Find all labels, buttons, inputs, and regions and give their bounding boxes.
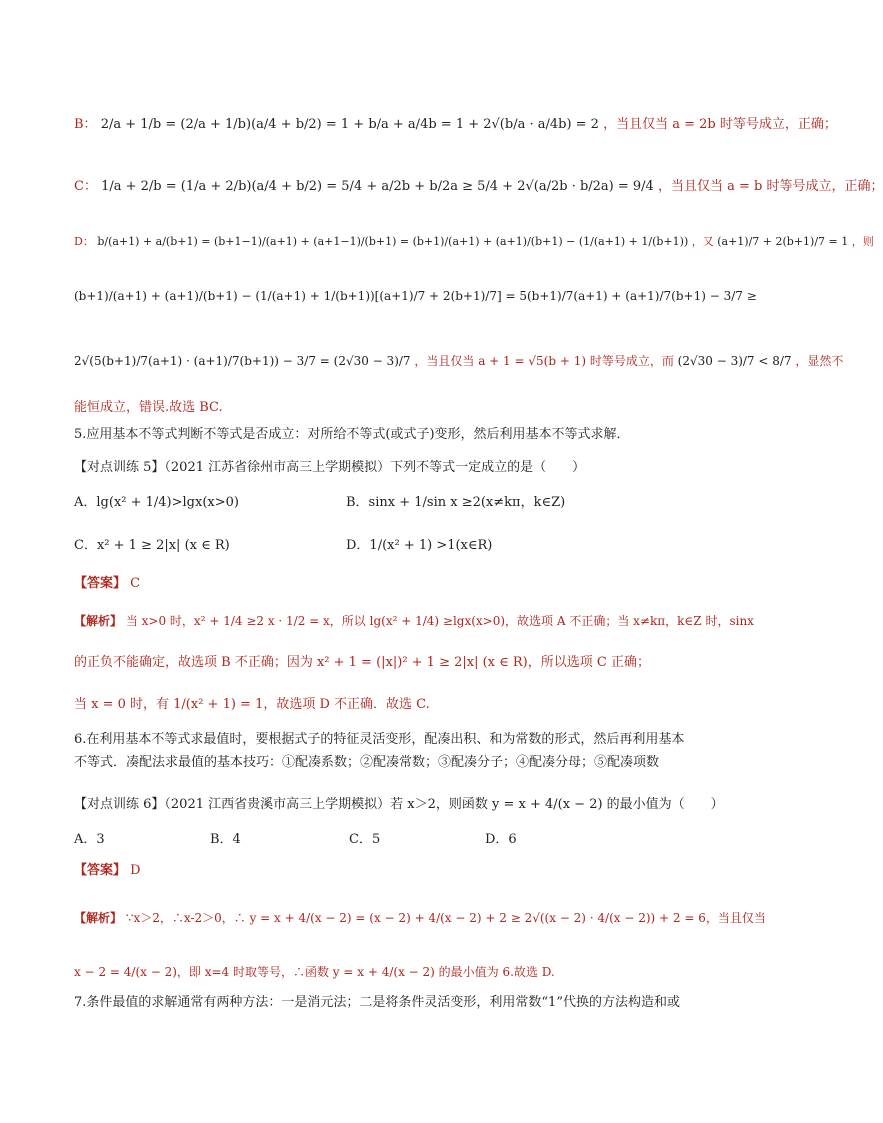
option-d-math-line-3: 2√(5(b+1)/7(a+1) · (a+1)/7(b+1)) − 3/7 = (2√30 − 3)/7 <box>74 354 411 368</box>
option-d-math: b/(a+1) + a/(b+1) = (b+1−1)/(a+1) + (a+1−1)/(b+1) = (b+1)/(a+1) + (a+1)/(b+1) − (1/(a+1) + 1/(b+1)) <box>97 235 689 248</box>
question-6-option-b: B．4 <box>210 832 241 847</box>
question-5-option-c: C．x² + 1 ≥ 2|x| (x ∈ R) <box>74 538 230 553</box>
option-d-line-3-text-1: ，当且仅当 a + 1 = √5(b + 1) 时等号成立，而 <box>414 354 674 368</box>
option-d-text-1: ，又 <box>691 235 714 248</box>
answer-5-label: 【答案】 <box>74 576 127 591</box>
paragraph-6-line-2: 不等式．凑配法求最值的基本技巧：①配凑系数；②配凑常数；③配凑分子；④配凑分母；⑤配凑项数 <box>74 755 660 770</box>
analysis-5-line-2: 的正负不能确定，故选项 B 不正确；因为 x² + 1 = (|x|)² + 1 ≥ 2|x| (x ∈ R)，所以选项 C 正确； <box>74 655 650 670</box>
analysis-5-label: 【解析】 <box>74 614 123 628</box>
option-d-line-3-text-2: ，显然不 <box>795 354 844 368</box>
analysis-5-text-1: 当 x>0 时，x² + 1/4 ≥2 x · 1/2 = x，所以 lg(x² + 1/4) ≥lgx(x>0)，故选项 A 不正确；当 x≠kπ，k∈Z 时，sinx <box>125 614 754 628</box>
option-d-line-3 <box>74 352 843 370</box>
answer-5 <box>74 575 140 593</box>
question-5-option-d: D．1/(x² + 1) >1(x∈R) <box>346 538 493 553</box>
option-b-conclusion: ，当且仅当 a = 2b 时等号成立，正确； <box>603 117 837 132</box>
answer-6-label: 【答案】 <box>74 863 127 878</box>
option-d-text-2: ，则 <box>851 235 874 248</box>
option-d-line-4: 能恒成立，错误.故选 BC. <box>74 400 223 415</box>
option-c-math: 1/a + 2/b = (1/a + 2/b)(a/4 + b/2) = 5/4 + a/2b + b/2a ≥ 5/4 + 2√(a/2b · b/2a) = 9/4 <box>101 179 654 194</box>
option-b-label: B： <box>74 117 97 132</box>
analysis-5-line-1 <box>74 612 754 630</box>
question-5-option-a: A．lg(x² + 1/4)>lgx(x>0) <box>74 495 239 510</box>
analysis-6-line-1 <box>74 909 766 927</box>
answer-6-value: D <box>130 863 141 878</box>
analysis-5-line-3: 当 x = 0 时，有 1/(x² + 1) = 1，故选项 D 不正确．故选 C. <box>74 697 430 712</box>
option-d-line <box>74 233 874 251</box>
question-5-option-b: B．sinx + 1/sin x ≥2(x≠kπ，k∈Z) <box>346 495 566 510</box>
paragraph-6-line-1: 6.在利用基本不等式求最值时，要根据式子的特征灵活变形，配凑出积、和为常数的形式，然后再利用基本 <box>74 732 685 747</box>
option-d-math-line-2: (b+1)/(a+1) + (a+1)/(b+1) − (1/(a+1) + 1/(b+1))[(a+1)/7 + 2(b+1)/7] = 5(b+1)/7(a+1) + (a+1)/7(b+1) − 3/7 ≥ <box>74 289 757 303</box>
option-d-line-3-math-2: (2√30 − 3)/7 < 8/7 <box>677 354 792 368</box>
paragraph-5: 5.应用基本不等式判断不等式是否成立：对所给不等式(或式子)变形，然后利用基本不等式求解． <box>74 427 630 442</box>
analysis-6-line-2: x − 2 = 4/(x − 2)，即 x=4 时取等号，∴函数 y = x + 4/(x − 2) 的最小值为 6.故选 D. <box>74 965 555 979</box>
option-b-math: 2/a + 1/b = (2/a + 1/b)(a/4 + b/2) = 1 + b/a + a/4b = 1 + 2√(b/a · a/4b) = 2 <box>100 117 599 132</box>
question-6-option-d: D．6 <box>485 832 517 847</box>
question-6-option-c: C．5 <box>349 832 381 847</box>
answer-6 <box>74 862 141 880</box>
answer-5-value: C <box>130 576 141 591</box>
analysis-6-text-1: ∵x＞2，∴x-2＞0，∴ y = x + 4/(x − 2) = (x − 2) + 4/(x − 2) + 2 ≥ 2√((x − 2) · 4/(x − 2)) + 2 = 6，当且仅当 <box>125 911 766 925</box>
option-c-line <box>74 178 883 196</box>
option-c-label: C： <box>74 179 97 194</box>
option-d-line-2 <box>74 287 757 305</box>
analysis-6-label: 【解析】 <box>74 911 123 925</box>
option-b-line <box>74 116 837 134</box>
option-c-conclusion: ，当且仅当 a = b 时等号成立，正确； <box>657 179 883 194</box>
question-6: 【对点训练 6】（2021 江西省贵溪市高三上学期模拟）若 x＞2，则函数 y = x + 4/(x − 2) 的最小值为（ ） <box>74 797 724 812</box>
question-5: 【对点训练 5】（2021 江苏省徐州市高三上学期模拟）下列不等式一定成立的是（ ） <box>74 460 586 475</box>
option-d-math-2: (a+1)/7 + 2(b+1)/7 = 1 <box>717 235 849 248</box>
question-6-option-a: A．3 <box>74 832 105 847</box>
paragraph-7: 7.条件最值的求解通常有两种方法：一是消元法；二是将条件灵活变形，利用常数“1”代换的方法构造和或 <box>74 995 680 1010</box>
option-d-label: D： <box>74 235 94 248</box>
